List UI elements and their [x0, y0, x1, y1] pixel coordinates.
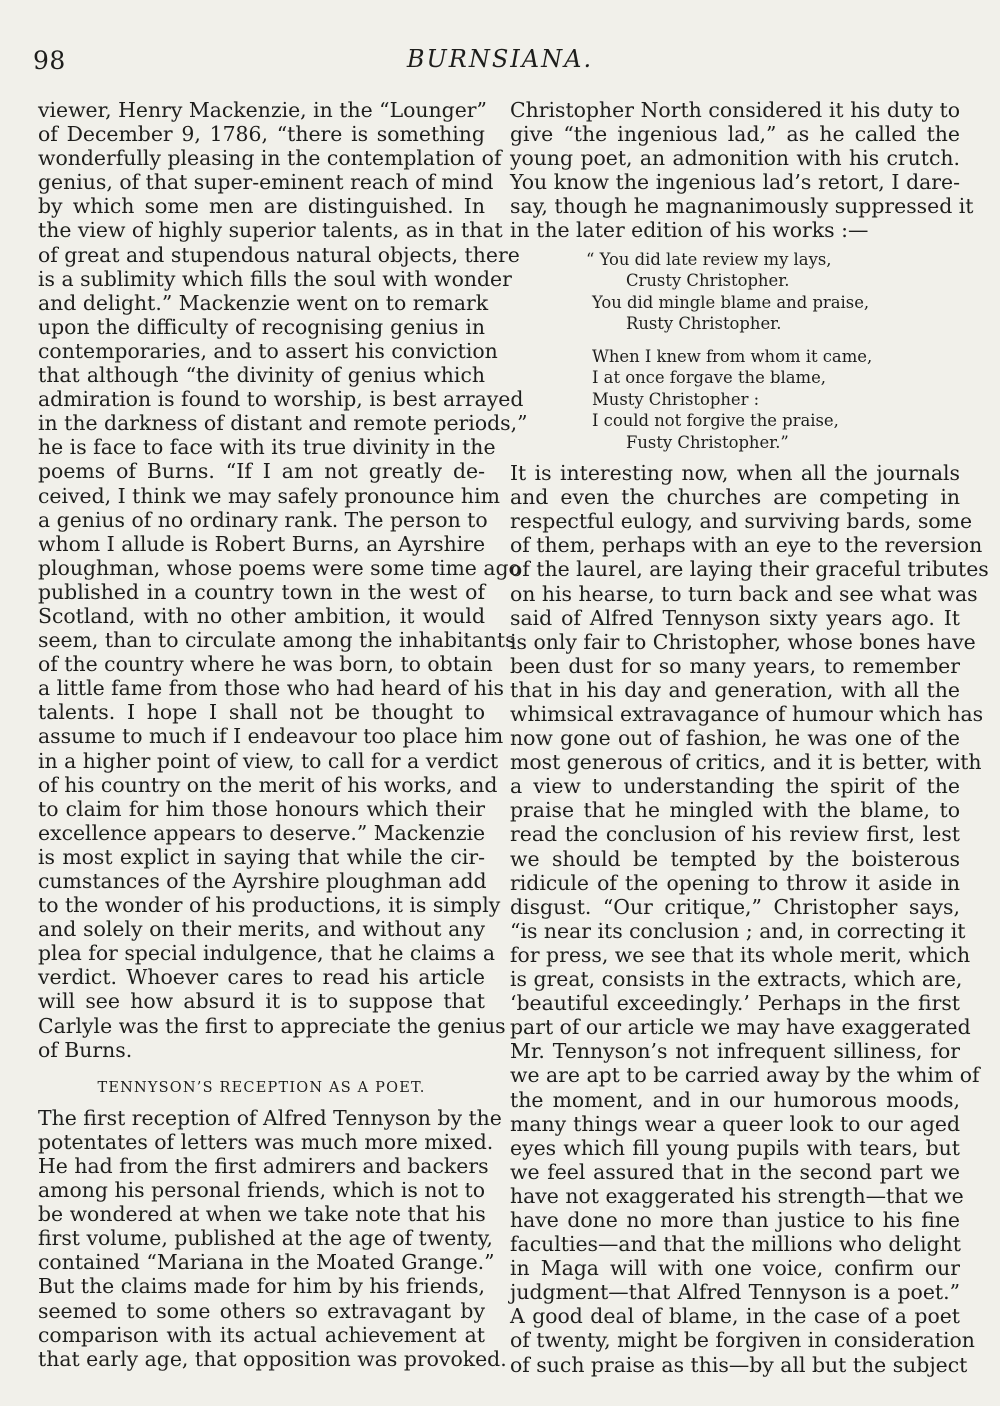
text-line: young poet, an admonition with his crutch.	[510, 146, 960, 171]
text-line: of the laurel, are laying their graceful tributes	[510, 557, 989, 582]
text-line: seem, than to circulate among the inhabitants	[38, 628, 516, 653]
text-line: now gone out of fashion, he was one of the	[510, 726, 960, 751]
text-line: seemed to some others so extravagant by	[38, 1298, 485, 1323]
running-title: BURNSIANA.	[406, 45, 594, 73]
text-line: assume to much if I endeavour too place him	[38, 724, 504, 749]
text-line: of such praise as this—by all but the subject	[510, 1352, 968, 1377]
verse-stanza	[510, 346, 960, 454]
text-line: of twenty, might be forgiven in consideration	[510, 1328, 975, 1353]
verse-line: When I knew from whom it came,	[592, 346, 873, 366]
text-line: in the darkness of distant and remote periods,”	[38, 411, 528, 436]
text-line: be wondered at when we take note that his	[38, 1202, 486, 1227]
text-line: A good deal of blame, in the case of a poet	[510, 1304, 960, 1329]
text-line: have not exaggerated his strength—that we	[510, 1183, 964, 1208]
paragraph	[510, 98, 974, 243]
paragraph	[38, 1105, 507, 1371]
text-line: of the country where he was born, to obtain	[38, 652, 493, 677]
text-line: Carlyle was the first to appreciate the genius	[38, 1013, 506, 1038]
text-line: we are apt to be carried away by the whim of	[510, 1063, 980, 1088]
text-line: most generous of critics, and it is better, with	[510, 750, 982, 775]
verse-line: You did mingle blame and praise,	[592, 292, 870, 312]
text-line: contemporaries, and to assert his conviction	[38, 338, 498, 363]
text-line: potentates of letters was much more mixed.	[38, 1129, 494, 1154]
text-line: published in a country town in the west of	[38, 579, 485, 604]
text-line: whom I allude is Robert Burns, an Ayrshire	[38, 531, 486, 556]
text-line: of his country on the merit of his works, and	[38, 772, 498, 797]
text-line: poems of Burns. “If I am not greatly de-	[38, 459, 485, 484]
text-line: wonderfully pleasing in the contemplation of	[38, 146, 502, 171]
text-line: first volume, published at the age of twenty,	[38, 1226, 493, 1251]
text-line: in Maga will with one voice, confirm our	[510, 1256, 960, 1281]
text-line: It is interesting now, when all the journals	[510, 461, 960, 486]
text-line: faculties—and that the millions who delight	[510, 1232, 961, 1257]
text-line: for press, we see that its whole merit, which	[510, 942, 971, 967]
paragraph	[38, 98, 528, 1062]
verse-quotation	[510, 249, 960, 454]
text-line: is most explict in saying that while the cir-	[38, 844, 485, 869]
text-line: genius, of that super-eminent reach of mind	[38, 170, 494, 195]
text-line: comparison with its actual achievement at	[38, 1322, 485, 1347]
text-line: and delight.” Mackenzie went on to remark	[38, 290, 489, 315]
text-line: we should be tempted by the boisterous	[510, 846, 960, 871]
text-line: in a higher point of view, to call for a verdict	[38, 748, 499, 773]
text-line: many things wear a queer look to our aged	[510, 1111, 960, 1136]
text-line: say, though he magnanimously suppressed it	[510, 194, 974, 219]
text-line: whimsical extravagance of humour which has	[510, 702, 984, 726]
text-line: Scotland, with no other ambition, it would	[38, 603, 485, 628]
text-line: that although “the divinity of genius which	[38, 363, 485, 388]
text-line: is great, consists in the extracts, which are,	[510, 967, 963, 992]
text-line: a view to understanding the spirit of the	[510, 774, 960, 799]
verse-line: Crusty Christopher.	[626, 271, 790, 291]
text-line: praise that he mingled with the blame, to	[510, 798, 960, 823]
text-line: have done no more than justice to his fine	[510, 1207, 960, 1232]
text-line: of great and stupendous natural objects, there	[38, 242, 520, 267]
text-line: is a sublimity which fills the soul with wonder	[38, 266, 512, 291]
verse-line: Musty Christopher :	[592, 389, 760, 409]
text-line: respectful eulogy, and surviving bards, some	[510, 509, 973, 534]
text-line: of them, perhaps with an eye to the reversion	[510, 533, 983, 558]
text-line: been dust for so many years, to remember	[510, 653, 960, 678]
verse-line: Fusty Christopher.”	[626, 432, 789, 452]
text-line: contained “Mariana in the Moated Grange.”	[38, 1250, 495, 1275]
text-line: by which some men are distinguished. In	[38, 194, 485, 219]
page-number: 98	[33, 46, 66, 75]
text-line: of December 9, 1786, “there is something	[38, 122, 485, 147]
text-line: and even the churches are competing in	[510, 485, 960, 510]
verse-stanza	[510, 249, 960, 335]
text-line: the moment, and in our humorous moods,	[510, 1087, 960, 1112]
text-line: excellence appears to deserve.” Mackenzie	[38, 820, 486, 845]
text-line: that in his day and generation, with all the	[510, 677, 960, 702]
text-line: disgust. “Our critique,” Christopher says,	[510, 894, 960, 919]
text-line: we feel assured that in the second part we	[510, 1159, 960, 1184]
text-line: ‘beautiful exceedingly.’ Perhaps in the first	[510, 991, 960, 1016]
text-line: viewer, Henry Mackenzie, in the “Lounger”	[38, 98, 487, 122]
text-line: a little fame from those who had heard of his	[38, 676, 504, 701]
text-line: to the wonder of his productions, it is simply	[38, 893, 501, 918]
text-line: The first reception of Alfred Tennyson by the	[38, 1105, 502, 1130]
text-line: give “the ingenious lad,” as he called the	[510, 122, 960, 147]
text-line: among his personal friends, which is not to	[38, 1178, 485, 1203]
text-line: upon the difficulty of recognising genius in	[38, 314, 485, 339]
verse-line: I at once forgave the blame,	[592, 368, 826, 388]
text-line: You know the ingenious lad’s retort, I dare-	[510, 170, 960, 195]
text-line: of Burns.	[38, 1037, 133, 1062]
text-line: in the later edition of his works :—	[510, 218, 869, 243]
text-line: the view of highly superior talents, as in that	[38, 218, 503, 243]
text-line: on his hearse, to turn back and see what was	[510, 581, 978, 606]
paragraph	[510, 461, 989, 1377]
text-line: Mr. Tennyson’s not infrequent silliness, for	[510, 1039, 960, 1064]
text-line: and solely on their merits, and without any	[38, 917, 485, 942]
text-line: verdict. Whoever cares to read his article	[38, 965, 485, 990]
text-line: judgment—that Alfred Tennyson is a poet.”	[510, 1280, 960, 1305]
verse-line: “ You did late review my lays,	[586, 249, 832, 269]
verse-line: I could not forgive the praise,	[592, 411, 839, 431]
text-line: that early age, that opposition was provoked.	[38, 1346, 507, 1371]
text-line: But the claims made for him by his friends,	[38, 1274, 485, 1299]
text-line: plea for special indulgence, that he claims a	[38, 941, 495, 966]
text-line: talents. I hope I shall not be thought to	[38, 700, 485, 725]
text-line: to claim for him those honours which their	[38, 796, 485, 821]
verse-line: Rusty Christopher.	[626, 314, 782, 334]
text-line: ridicule of the opening to throw it aside in	[510, 870, 960, 895]
text-line: ceived, I think we may safely pronounce him	[38, 483, 500, 508]
text-line: ploughman, whose poems were some time ago	[38, 555, 521, 580]
right-column	[510, 98, 989, 1377]
text-line: He had from the first admirers and backers	[38, 1153, 489, 1178]
text-line: is only fair to Christopher, whose bones have	[510, 629, 976, 654]
section-heading: TENNYSON’S RECEPTION AS A POET.	[97, 1079, 426, 1096]
left-column	[38, 98, 528, 1371]
text-line: said of Alfred Tennyson sixty years ago. It	[510, 605, 960, 630]
text-line: he is face to face with its true divinity in the	[38, 435, 496, 460]
text-line: admiration is found to worship, is best arrayed	[38, 387, 524, 412]
text-line: eyes which fill young pupils with tears, but	[510, 1135, 960, 1160]
text-line: read the conclusion of his review first, lest	[510, 822, 960, 847]
text-line: a genius of no ordinary rank. The person to	[38, 507, 488, 532]
text-line: Christopher North considered it his duty to	[510, 98, 960, 122]
text-line: cumstances of the Ayrshire ploughman add	[38, 869, 487, 893]
text-line: will see how absurd it is to suppose that	[38, 989, 485, 1014]
text-line: part of our article we may have exaggerated	[510, 1015, 971, 1040]
text-line: “is near its conclusion ; and, in correcting it	[510, 918, 966, 943]
